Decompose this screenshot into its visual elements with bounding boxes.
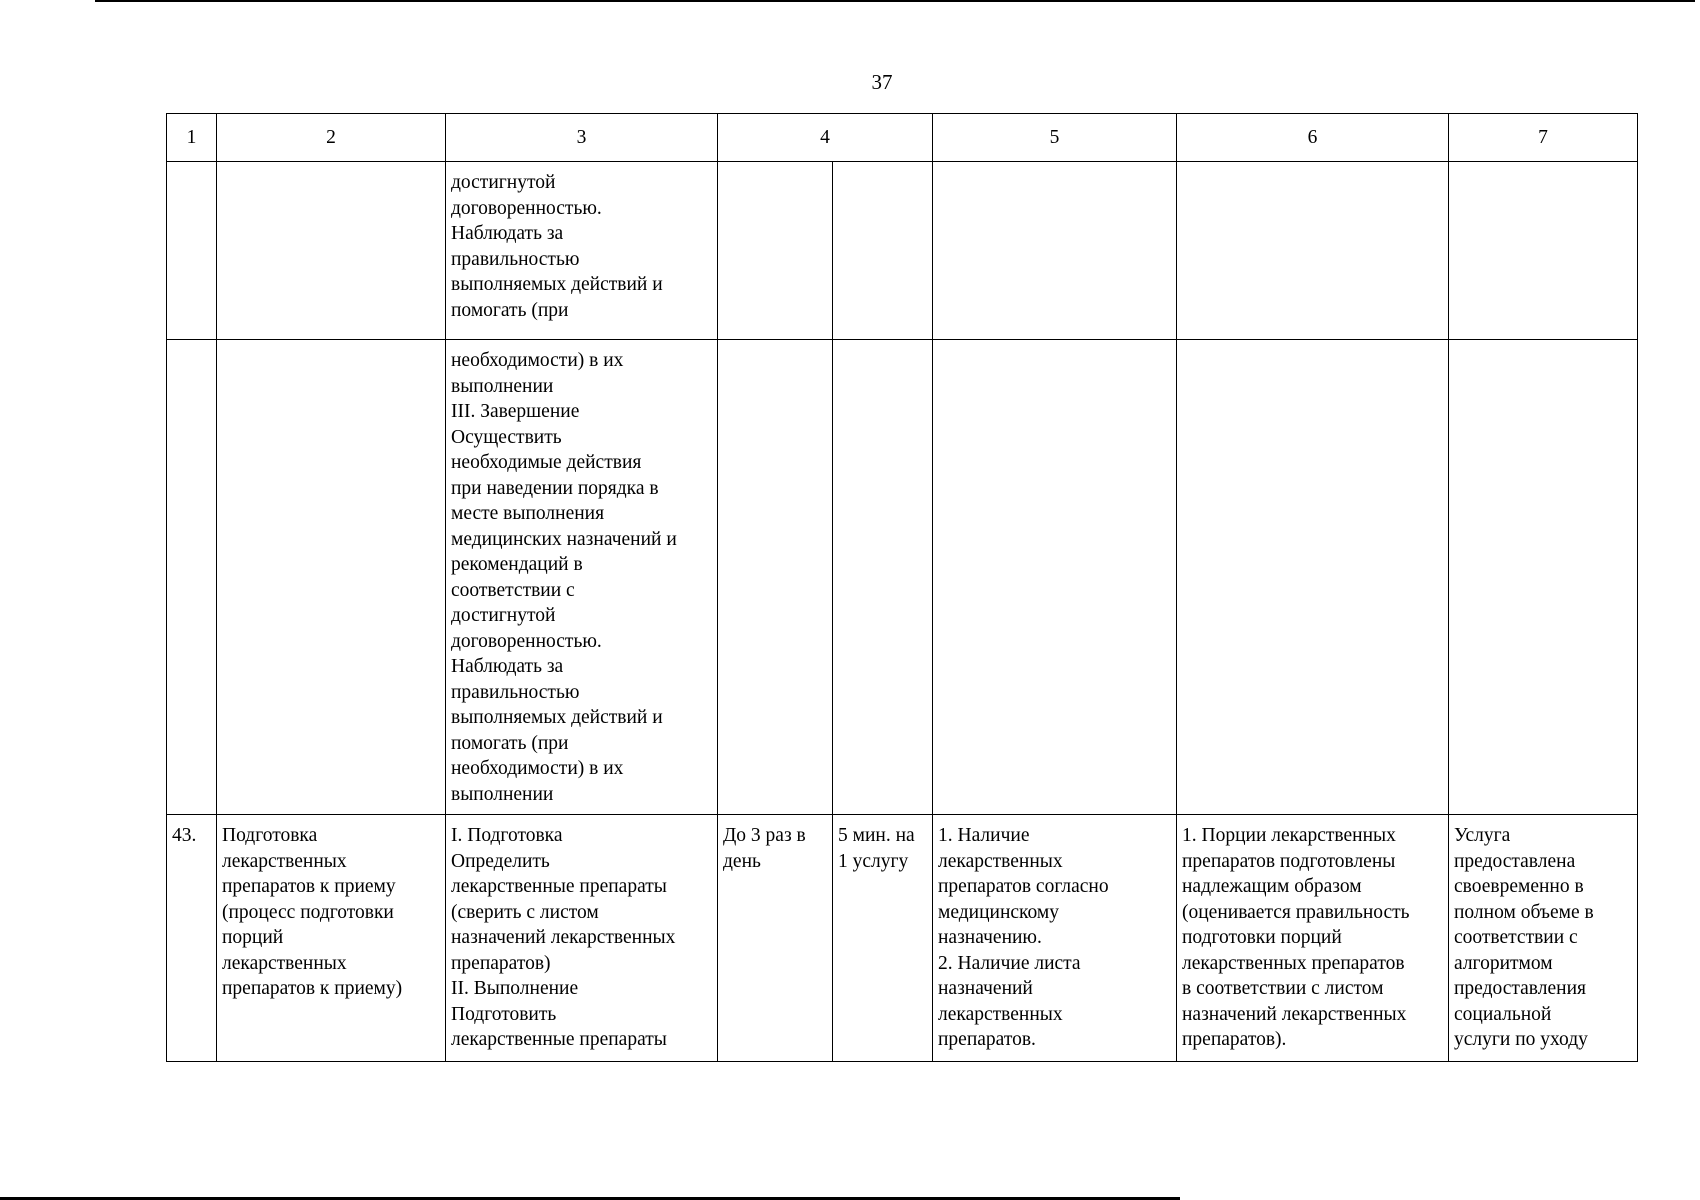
result-cell (1449, 340, 1638, 815)
procedure-cell: необходимости) в их выполнении III. Завершение Осуществить необходимые действия при наведении порядка в месте выполнения медицинских назначений и рекомендаций в соответствии с достигнутой договоренностью. Наблюдать за правильностью выполняемых действий и помогать (при необходимости) в их выполнении (446, 340, 718, 815)
header-col-7: 7 (1449, 114, 1638, 162)
page-number: 37 (871, 70, 893, 94)
frequency-cell: До 3 раз в день (718, 815, 833, 1062)
duration-cell: 5 мин. на 1 услугу (833, 815, 933, 1062)
row-number-cell: 43. (167, 815, 217, 1062)
result-cell: Услуга предоставлена своевременно в полном объеме в соответствии с алгоритмом предоставления социальной услуги по уходу (1449, 815, 1638, 1062)
row-number-cell (167, 162, 217, 340)
header-col-4: 4 (718, 114, 933, 162)
header-col-5: 5 (933, 114, 1177, 162)
service-name-cell: Подготовка лекарственных препаратов к приему (процесс подготовки порций лекарственных препаратов к приему) (217, 815, 446, 1062)
table-row (167, 162, 1638, 340)
procedure-cell: I. Подготовка Определить лекарственные препараты (сверить с листом назначений лекарственных препаратов) II. Выполнение Подготовить лекарственные препараты (446, 815, 718, 1062)
conditions-cell: 1. Наличие лекарственных препаратов согласно медицинскому назначению. 2. Наличие листа назначений лекарственных препаратов. (933, 815, 1177, 1062)
scan-border-top (95, 0, 1695, 2)
table-row (167, 340, 1638, 815)
quality-cell (1177, 162, 1449, 340)
service-name-cell (217, 340, 446, 815)
services-table (166, 113, 1638, 1062)
result-cell (1449, 162, 1638, 340)
frequency-cell (718, 162, 833, 340)
header-col-6: 6 (1177, 114, 1449, 162)
conditions-cell (933, 340, 1177, 815)
row-number-cell (167, 340, 217, 815)
quality-cell (1177, 340, 1449, 815)
procedure-cell: достигнутой договоренностью. Наблюдать за правильностью выполняемых действий и помогать (при (446, 162, 718, 340)
duration-cell (833, 340, 933, 815)
header-col-2: 2 (217, 114, 446, 162)
quality-cell: 1. Порции лекарственных препаратов подготовлены надлежащим образом (оценивается правильность подготовки порций лекарственных препаратов в соответствии с листом назначений лекарственных препаратов). (1177, 815, 1449, 1062)
frequency-cell (718, 340, 833, 815)
service-name-cell (217, 162, 446, 340)
column-number-header (167, 114, 1638, 162)
duration-cell (833, 162, 933, 340)
header-col-1: 1 (167, 114, 217, 162)
conditions-cell (933, 162, 1177, 340)
table-row (167, 815, 1638, 1062)
header-col-3: 3 (446, 114, 718, 162)
